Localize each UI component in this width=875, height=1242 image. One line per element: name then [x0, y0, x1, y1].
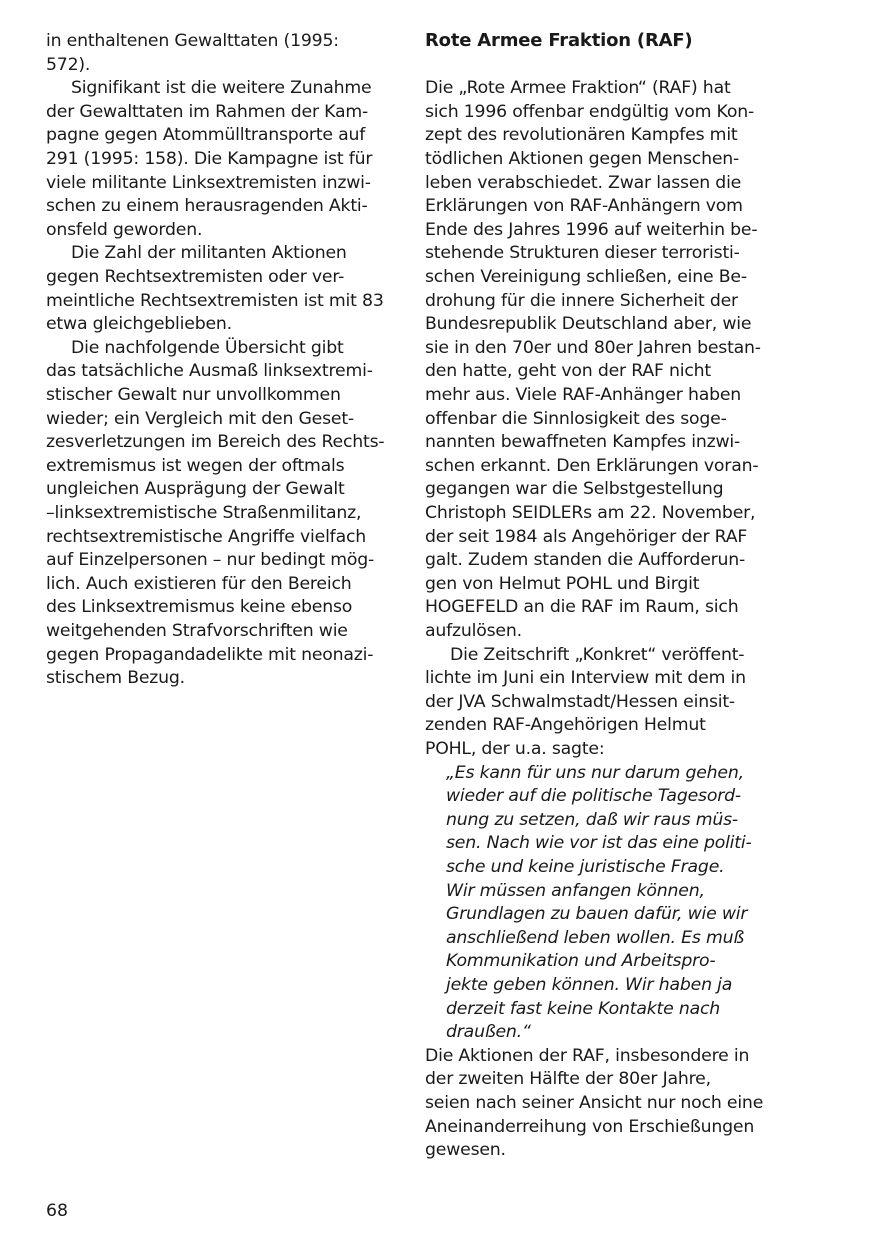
text-line: stehende Strukturen dieser terroristi-: [425, 243, 740, 264]
text-line: Aneinanderreihung von Erschießungen: [425, 1116, 755, 1137]
quote-line: sche und keine juristische Frage.: [446, 857, 725, 877]
text-line: Ende des Jahres 1996 auf weiterhin be-: [425, 219, 758, 240]
text-line: weitgehenden Strafvorschriften wie: [46, 621, 348, 641]
text-line: viele militante Linksextremisten inzwi-: [46, 172, 371, 193]
text-line: Die Zeitschrift „Konkret“ veröffent-: [450, 644, 745, 665]
text-line: 572).: [46, 54, 91, 75]
quote-line: wieder auf die politische Tagesord-: [446, 786, 741, 807]
text-line: der zweiten Hälfte der 80er Jahre,: [425, 1069, 711, 1090]
text-line: HOGEFELD an die RAF im Raum, sich: [425, 597, 739, 618]
text-line: POHL, der u.a. sagte:: [425, 739, 605, 759]
text-line: gegen Rechtsextremisten oder ver-: [46, 267, 345, 287]
text-line: der JVA Schwalmstadt/Hessen einsit-: [425, 691, 735, 712]
text-line: Signifikant ist die weitere Zunahme: [71, 78, 372, 99]
text-line: der seit 1984 als Angehöriger der RAF: [425, 526, 748, 547]
text-line: Die Aktionen der RAF, insbesondere in: [425, 1045, 750, 1066]
quote-line: anschließend leben wollen. Es muß: [446, 927, 745, 948]
text-line: stischer Gewalt nur unvollkommen: [46, 385, 341, 405]
text-line: etwa gleichgeblieben.: [46, 314, 232, 335]
text-line: tödlichen Aktionen gegen Menschen-: [425, 149, 740, 169]
page-number: 68: [46, 1201, 68, 1221]
quote-line: sen. Nach wie vor ist das eine politi-: [446, 833, 752, 854]
text-line: ungleichen Ausprägung der Gewalt: [46, 479, 345, 500]
text-line: Die „Rote Armee Fraktion“ (RAF) hat: [425, 78, 731, 99]
quote-line: jekte geben können. Wir haben ja: [446, 975, 733, 995]
text-line: nannten bewaffneten Kampfes inzwi-: [425, 432, 741, 453]
text-line: gen von Helmut POHL und Birgit: [425, 573, 700, 594]
quote-line: Kommunikation und Arbeitspro-: [446, 951, 716, 972]
quote-line: derzeit fast keine Kontakte nach: [446, 998, 721, 1019]
text-line: onsfeld geworden.: [46, 219, 203, 240]
text-line: Christoph SEIDLERs am 22. November,: [425, 503, 756, 523]
text-line: Die Zahl der militanten Aktionen: [71, 243, 347, 264]
text-line: Bundesrepublik Deutschland aber, wie: [425, 314, 752, 335]
text-line: den hatte, geht von der RAF nicht: [425, 361, 711, 382]
quote-line: Wir müssen anfangen können,: [446, 880, 705, 901]
text-line: lichte im Juni ein Interview mit dem in: [425, 668, 746, 689]
text-line: schen erkannt. Den Erklärungen voran-: [425, 455, 759, 476]
text-line: Erklärungen von RAF-Anhängern vom: [425, 196, 743, 217]
text-line: zesverletzungen im Bereich des Rechts-: [46, 432, 385, 453]
text-line: der Gewalttaten im Rahmen der Kam-: [46, 101, 369, 122]
text-line: in enthaltenen Gewalttaten (1995:: [46, 31, 339, 51]
text-line: lich. Auch existieren für den Bereich: [46, 573, 352, 594]
text-line: sie in den 70er und 80er Jahren bestan-: [425, 337, 761, 358]
quote-line: Grundlagen zu bauen dafür, wie wir: [446, 904, 748, 925]
text-line: schen Vereinigung schließen, eine Be-: [425, 267, 747, 287]
text-line: wieder; ein Vergleich mit den Geset-: [46, 408, 354, 429]
text-line: Die nachfolgende Übersicht gibt: [71, 337, 344, 358]
quote-line: nung zu setzen, daß wir raus müs-: [446, 809, 738, 830]
text-line: leben verabschiedet. Zwar lassen die: [425, 172, 742, 193]
text-line: das tatsächliche Ausmaß linksextremi-: [46, 361, 373, 382]
text-line: schen zu einem herausragenden Akti-: [46, 196, 368, 217]
text-line: drohung für die innere Sicherheit der: [425, 290, 738, 311]
text-line: meintliche Rechtsextremisten ist mit 83: [46, 290, 384, 311]
quote-line: draußen.“: [446, 1022, 531, 1043]
text-line: seien nach seiner Ansicht nur noch eine: [425, 1093, 764, 1113]
text-line: galt. Zudem standen die Aufforderun-: [425, 550, 746, 571]
text-line: sich 1996 offenbar endgültig vom Kon-: [425, 101, 754, 122]
text-line: aufzulösen.: [425, 621, 522, 641]
text-line: zept des revolutionären Kampfes mit: [425, 125, 738, 146]
text-line: 291 (1995: 158). Die Kampagne ist für: [46, 149, 373, 169]
text-line: zenden RAF-Angehörigen Helmut: [425, 715, 706, 736]
text-line: mehr aus. Viele RAF-Anhänger haben: [425, 385, 742, 405]
text-line: stischem Bezug.: [46, 668, 185, 689]
text-line: auf Einzelpersonen – nur bedingt mög-: [46, 550, 375, 571]
text-line: gegen Propagandadelikte mit neonazi-: [46, 644, 374, 665]
text-line: des Linksextremismus keine ebenso: [46, 597, 353, 618]
quote-line: „Es kann für uns nur darum gehen,: [446, 762, 744, 783]
text-line: gegangen war die Selbstgestellung: [425, 479, 724, 500]
section-heading: Rote Armee Fraktion (RAF): [425, 30, 693, 51]
text-line: pagne gegen Atommülltransporte auf: [46, 125, 366, 146]
text-line: extremismus ist wegen der oftmals: [46, 455, 345, 476]
text-line: –linksextremistische Straßenmilitanz,: [46, 503, 362, 523]
text-line: rechtsextremistische Angriffe vielfach: [46, 526, 367, 547]
text-line: offenbar die Sinnlosigkeit des soge-: [425, 408, 727, 429]
text-line: gewesen.: [425, 1140, 506, 1161]
